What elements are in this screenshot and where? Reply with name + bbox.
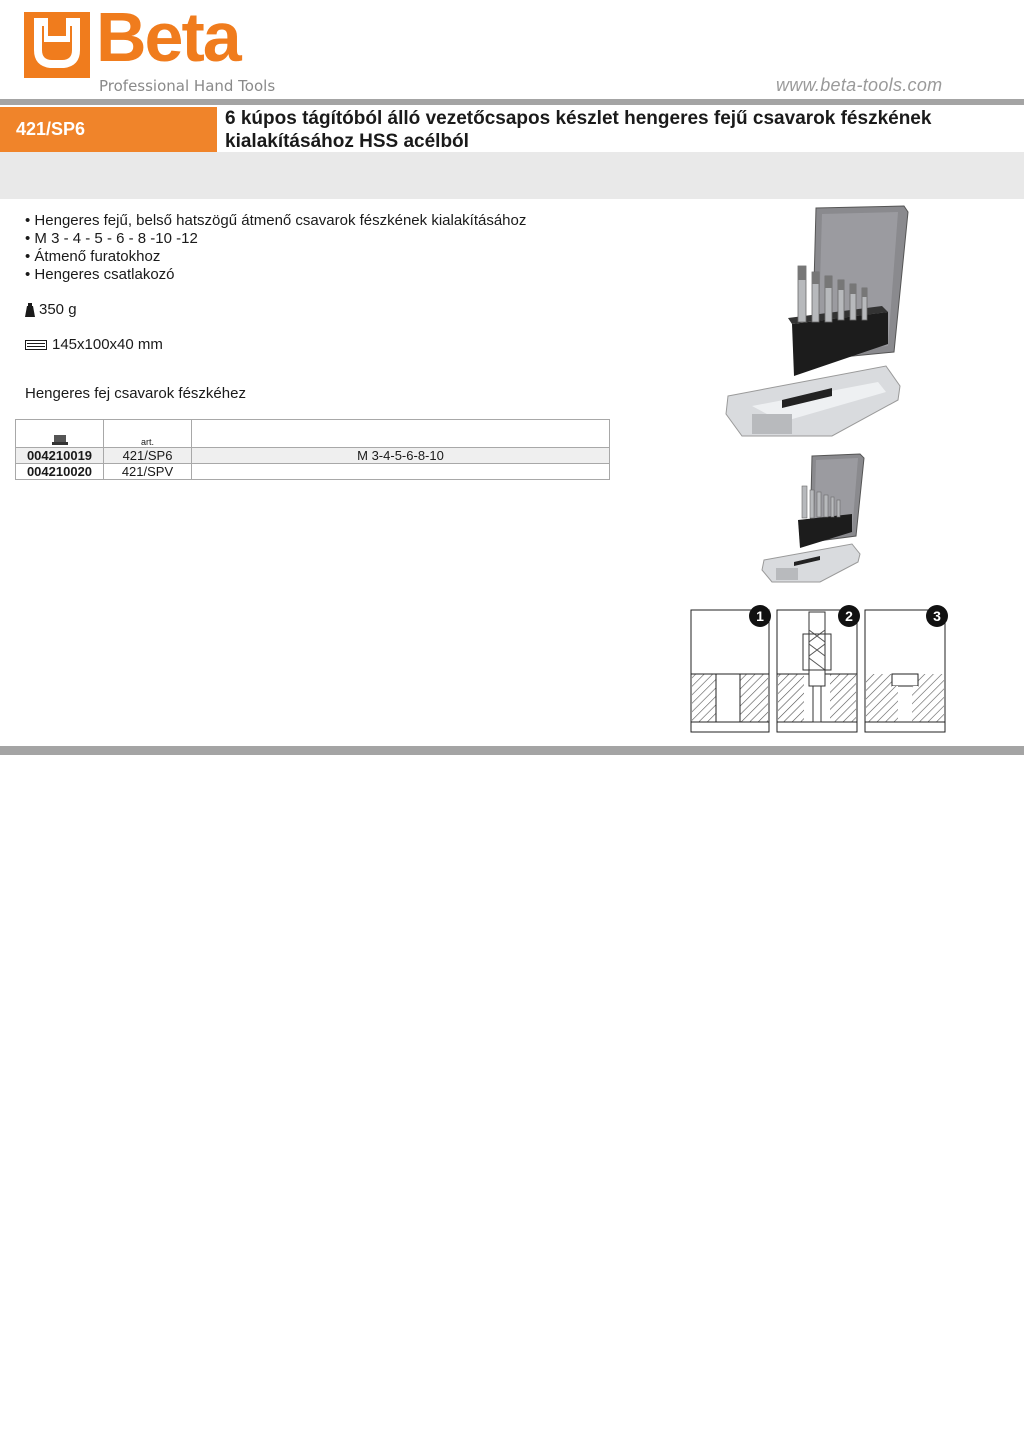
row-art: 421/SPV — [104, 464, 192, 480]
wrench-logo-icon — [24, 12, 90, 78]
step-3-label: 3 — [933, 608, 941, 624]
row-desc: M 3-4-5-6-8-10 — [192, 448, 610, 464]
usage-steps-diagram — [689, 604, 951, 736]
feature-item: • Hengeres fejű, belső hatszögű átmenő csavarok fészkének kialakításához — [25, 212, 526, 230]
weight-icon — [25, 303, 35, 317]
header-code — [16, 420, 104, 448]
dimensions-info — [25, 336, 163, 353]
header-desc — [192, 420, 610, 448]
footer-divider — [0, 746, 1024, 755]
header-divider — [0, 99, 1024, 105]
product-code: 421/SP6 — [0, 107, 217, 152]
table-subheading: Hengeres fej csavarok fészkéhez — [25, 385, 246, 402]
website-link[interactable]: www.beta-tools.com — [776, 75, 943, 95]
row-code: 004210019 — [16, 448, 104, 464]
step-1-label: 1 — [756, 608, 764, 624]
row-code: 004210020 — [16, 464, 104, 480]
feature-item: • Hengeres csatlakozó — [25, 266, 526, 284]
feature-item: • Átmenő furatokhoz — [25, 248, 526, 266]
weight-value: 350 g — [39, 301, 77, 318]
spec-table — [15, 419, 610, 480]
barcode-icon — [52, 435, 68, 445]
row-art: 421/SP6 — [104, 448, 192, 464]
subtitle-band — [0, 152, 1024, 199]
product-title: 6 kúpos tágítóból álló vezetőcsapos készlet hengeres fejű csavarok fészkének kialakításához HSS acélból — [225, 108, 932, 152]
table-row — [16, 448, 610, 464]
brand-tagline: Professional Hand Tools — [99, 77, 276, 95]
dimensions-value: 145x100x40 mm — [52, 336, 163, 353]
feature-list — [25, 212, 526, 284]
table-row — [16, 464, 610, 480]
row-desc — [192, 464, 610, 480]
step-2-label: 2 — [845, 608, 853, 624]
feature-item: • M 3 - 4 - 5 - 6 - 8 -10 -12 — [25, 230, 526, 248]
table-header-row — [16, 420, 610, 448]
brand-name: Beta — [96, 0, 240, 76]
weight-info — [25, 301, 77, 318]
header-art: art. — [104, 420, 192, 448]
product-photo-case-small — [760, 450, 868, 588]
ruler-icon — [25, 339, 47, 351]
product-photo-case — [722, 200, 930, 444]
brand-logo — [24, 0, 294, 96]
